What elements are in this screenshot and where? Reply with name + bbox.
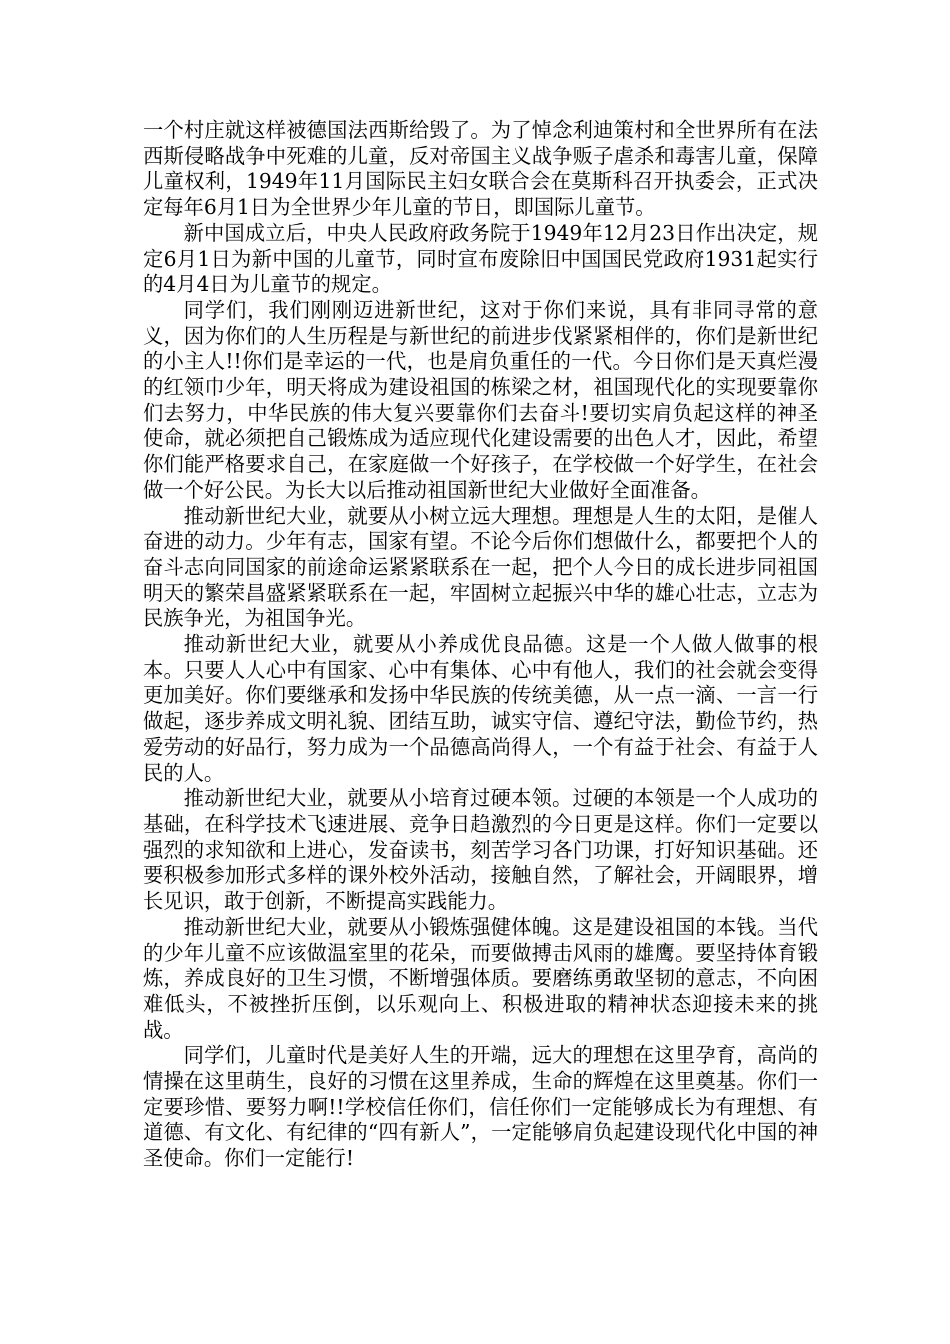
paragraph-4: 推动新世纪大业，就要从小树立远大理想。理想是人生的太阳，是催人奋进的动力。少年有志，国家有望。不论今后你们想做什么，都要把个人的奋斗志向同国家的前途命运紧紧联系在一起，把个人今日的成长进步同祖国明天的繁荣昌盛紧紧联系在一起，牢固树立起振兴中华的雄心壮志，立志为民族争光，为祖国争光。 — [143, 503, 818, 631]
paragraph-6: 推动新世纪大业，就要从小培育过硬本领。过硬的本领是一个人成功的基础，在科学技术飞速进展、竞争日趋激烈的今日更是这样。你们一定要以强烈的求知欲和上进心，发奋读书，刻苦学习各门功课，打好知识基础。还要积极参加形式多样的课外校外活动，接触自然，了解社会，开阔眼界，增长见识，敢于创新，不断提高实践能力。 — [143, 786, 818, 914]
paragraph-7: 推动新世纪大业，就要从小锻炼强健体魄。这是建设祖国的本钱。当代的少年儿童不应该做温室里的花朵，而要做搏击风雨的雄鹰。要坚持体育锻炼，养成良好的卫生习惯，不断增强体质。要磨练勇敢坚韧的意志，不向困难低头，不被挫折压倒，以乐观向上、积极进取的精神状态迎接未来的挑战。 — [143, 914, 818, 1042]
paragraph-3: 同学们，我们刚刚迈进新世纪，这对于你们来说，具有非同寻常的意义，因为你们的人生历程是与新世纪的前进步伐紧紧相伴的，你们是新世纪的小主人!!你们是幸运的一代，也是肩负重任的一代。今日你们是天真烂漫的红领巾少年，明天将成为建设祖国的栋梁之材，祖国现代化的实现要靠你们去努力，中华民族的伟大复兴要靠你们去奋斗!要切实肩负起这样的神圣使命，就必须把自己锻炼成为适应现代化建设需要的出色人才，因此，希望你们能严格要求自己，在家庭做一个好孩子，在学校做一个好学生，在社会做一个好公民。为长大以后推动祖国新世纪大业做好全面准备。 — [143, 297, 818, 502]
paragraph-8: 同学们，儿童时代是美好人生的开端，远大的理想在这里孕育，高尚的情操在这里萌生，良好的习惯在这里养成，生命的辉煌在这里奠基。你们一定要珍惜、要努力啊!!学校信任你们，信任你们一定能够成长为有理想、有道德、有文化、有纪律的“四有新人”，一定能够肩负起建设现代化中国的神圣使命。你们一定能行! — [143, 1043, 818, 1171]
document-body — [143, 118, 818, 1172]
paragraph-2: 新中国成立后，中央人民政府政务院于1949年12月23日作出决定，规定6月1日为新中国的儿童节，同时宣布废除旧中国国民党政府1931起实行的4月4日为儿童节的规定。 — [143, 220, 818, 297]
paragraph-5: 推动新世纪大业，就要从小养成优良品德。这是一个人做人做事的根本。只要人人心中有国家、心中有集体、心中有他人，我们的社会就会变得更加美好。你们要继承和发扬中华民族的传统美德，从一点一滴、一言一行做起，逐步养成文明礼貌、团结互助，诚实守信、遵纪守法，勤俭节约，热爱劳动的好品行，努力成为一个品德高尚得人，一个有益于社会、有益于人民的人。 — [143, 632, 818, 785]
paragraph-1: 一个村庄就这样被德国法西斯给毁了。为了悼念利迪策村和全世界所有在法西斯侵略战争中死难的儿童，反对帝国主义战争贩子虐杀和毒害儿童，保障儿童权利，1949年11月国际民主妇女联合会在莫斯科召开执委会，正式决定每年6月1日为全世界少年儿童的节日，即国际儿童节。 — [143, 118, 818, 220]
